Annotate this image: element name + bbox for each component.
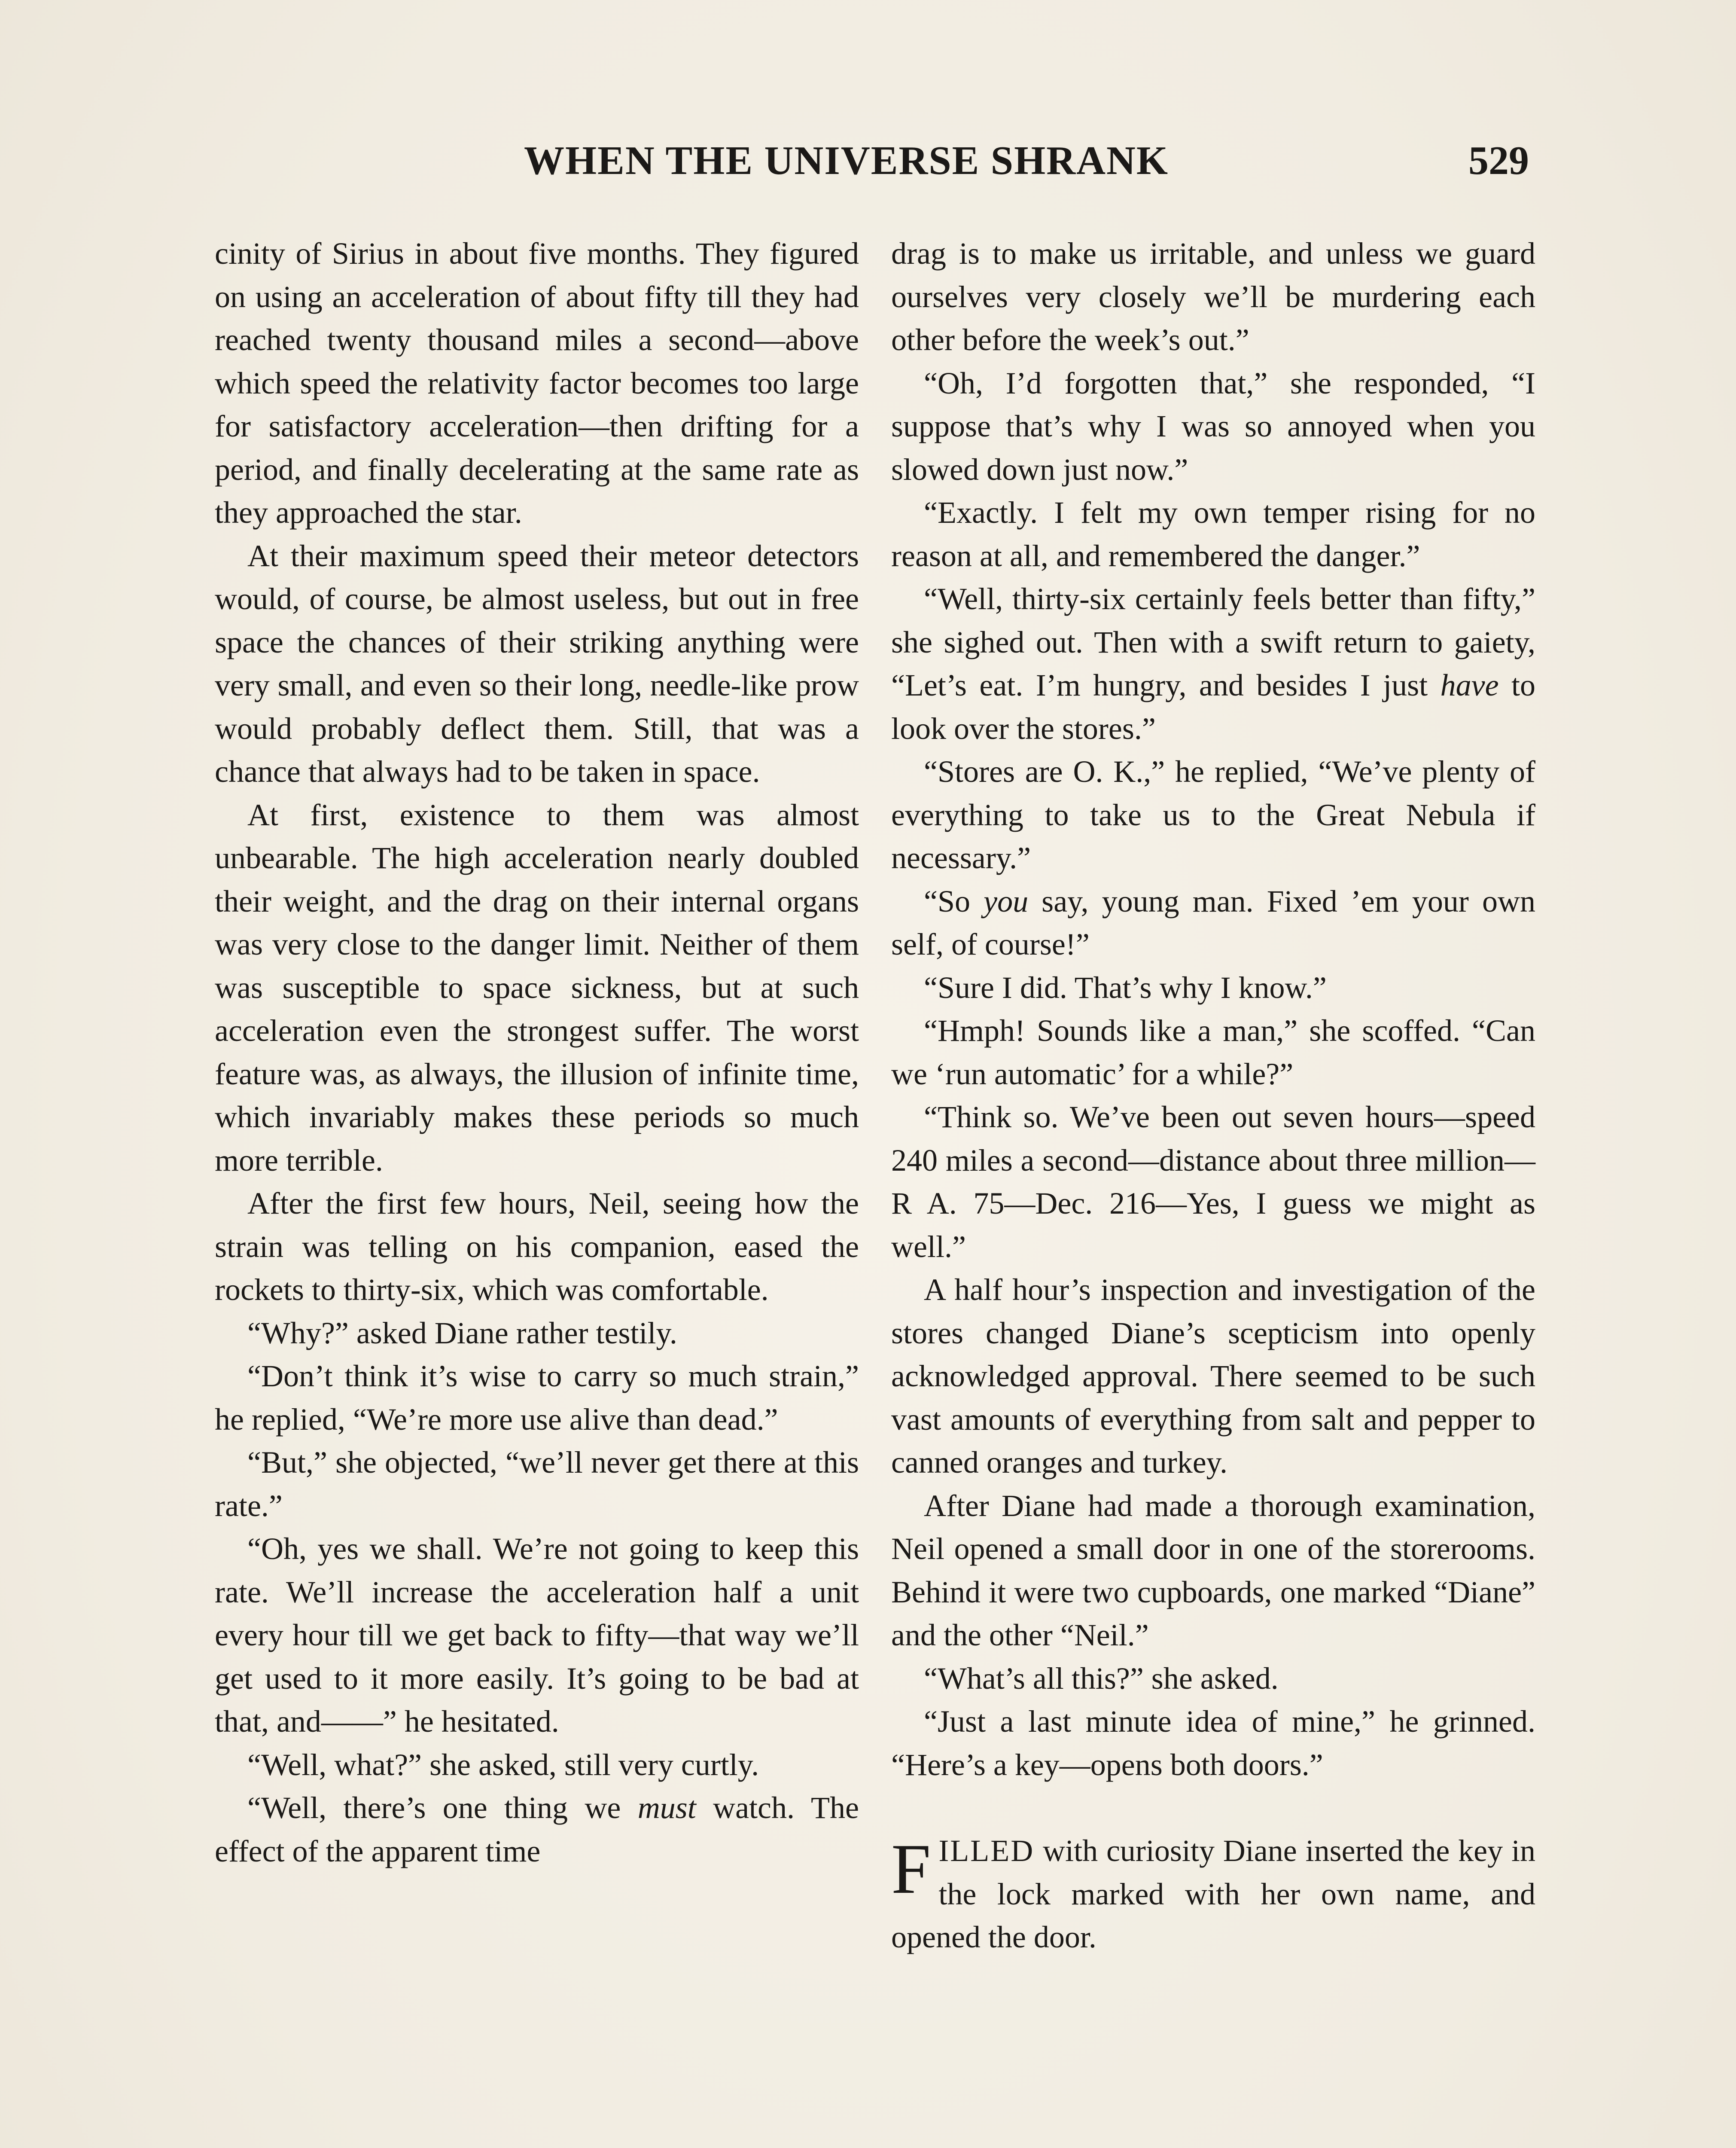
paragraph: “What’s all this?” she asked. [924, 1661, 1279, 1696]
paragraph: “Oh, I’d forgotten that,” she responded, “I suppose that’s why I was so annoyed when you slowed down just now.” [891, 366, 1535, 487]
emphasis-text: must [637, 1791, 696, 1825]
running-title: WHEN THE UNIVERSE SHRANK [524, 138, 1169, 183]
paragraph-text: with curiosity Diane inserted the key in the lock marked with her own name, and opened the door. [891, 1834, 1535, 1954]
paragraph: At first, existence to them was almost unbearable. The high acceleration nearly doubled their weight, and the drag on their internal organs was very close to the danger limit. Neither of them was susceptible to space sickness, but at such acceleration even the strongest suffer. The worst feature was, as always, the illusion of infinite time, which invariably makes these periods so much more terrible. [215, 797, 859, 1178]
right-column [891, 232, 1535, 1959]
paragraph: “Don’t think it’s wise to carry so much strain,” he replied, “We’re more use alive than dead.” [215, 1359, 859, 1437]
paragraph-text: “So [924, 884, 984, 918]
paragraph-text: “Well, there’s one thing we [247, 1791, 638, 1825]
paragraph: “Hmph! Sounds like a man,” she scoffed. “Can we ‘run automatic’ for a while?” [891, 1013, 1535, 1091]
paragraph: “Why?” asked Diane rather testily. [247, 1315, 677, 1350]
paragraph: “Well, what?” she asked, still very curtly. [247, 1747, 759, 1782]
emphasis-text: have [1440, 668, 1499, 702]
paragraph: “Sure I did. That’s why I know.” [924, 970, 1327, 1005]
paragraph [215, 1786, 859, 1873]
paragraph: After Diane had made a thorough examination, Neil opened a small door in one of the storerooms. Behind it were two cupboards, one marked “Diane” and the other “Neil.” [891, 1488, 1535, 1652]
paragraph: After the first few hours, Neil, seeing how the strain was telling on his companion, eased the rockets to thirty-six, which was comfortable. [215, 1186, 859, 1307]
paragraph: drag is to make us irritable, and unless we guard ourselves very closely we’ll be murdering each other before the week’s out.” [891, 236, 1535, 357]
emphasis-text: you [984, 884, 1029, 918]
paragraph-text: to look over the stores.” [891, 668, 1536, 746]
paragraph [891, 577, 1535, 750]
small-caps-lead: ILLED [938, 1834, 1035, 1868]
paragraph: “Oh, yes we shall. We’re not going to keep this rate. We’ll increase the acceleration half a unit every hour till we get back to fifty—that way we’ll get used to it more easily. It’s going to be bad at that, and——” he hesitated. [215, 1532, 859, 1739]
paragraph: cinity of Sirius in about five months. They figured on using an acceleration of about fifty till they had reached twenty thousand miles a second—above which speed the relativity factor becomes too large for satisfactory acceleration—then drifting for a period, and finally decelerating at the same rate as they approached the star. [215, 236, 859, 530]
paragraph: “But,” she objected, “we’ll never get there at this rate.” [215, 1445, 859, 1523]
paragraph: “Just a last minute idea of mine,” he grinned. “Here’s a key—opens both doors.” [891, 1704, 1535, 1782]
paragraph: “Stores are O. K.,” he replied, “We’ve plenty of everything to take us to the Great Nebula if necessary.” [891, 754, 1535, 875]
left-column [215, 232, 859, 1873]
paragraph: “Exactly. I felt my own temper rising for no reason at all, and remembered the danger.” [891, 495, 1535, 573]
drop-cap: F [891, 1829, 931, 1908]
paragraph: A half hour’s inspection and investigation of the stores changed Diane’s scepticism into openly acknowledged approval. There seemed to be such vast amounts of everything from salt and pepper to canned oranges and turkey. [891, 1272, 1535, 1480]
section-opening-paragraph [891, 1829, 1535, 1959]
paragraph-text: say, young man. Fixed ’em your own self, of course!” [891, 884, 1535, 961]
paragraph-text: “Well, thirty-six certainly feels better than fifty,” she sighed out. Then with a swift return to gaiety, “Let’s eat. I’m hungry, and besides I just [891, 582, 1535, 702]
paragraph: “Think so. We’ve been out seven hours—speed 240 miles a second—distance about three million—R A. 75—Dec. 216—Yes, I guess we might as well.” [891, 1100, 1535, 1264]
paragraph [891, 880, 1535, 966]
paragraph: At their maximum speed their meteor detectors would, of course, be almost useless, but out in free space the chances of their striking anything were very small, and even so their long, needle-like prow would probably deflect them. Still, that was a chance that always had to be taken in space. [215, 538, 859, 789]
paragraph-text: watch. The effect of the apparent time [215, 1791, 859, 1868]
page-header [206, 137, 1529, 206]
section-break [891, 1786, 1535, 1829]
page-number: 529 [1468, 138, 1529, 183]
